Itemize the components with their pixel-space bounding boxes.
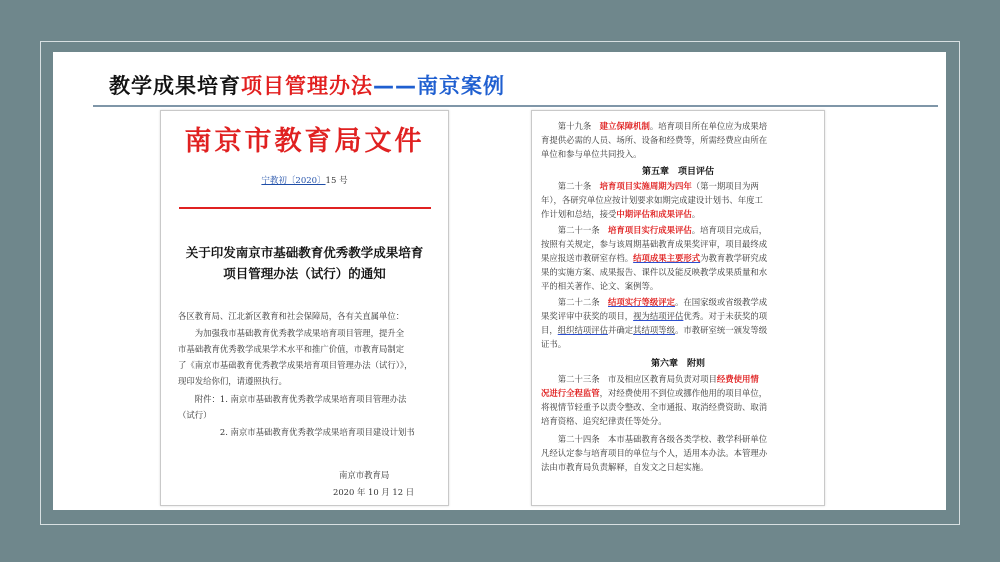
article-22-line-1: 第二十二条 结项实行等级评定。在国家级或省级教学成	[541, 297, 768, 307]
notice-title-line-1: 关于印发南京市基础教育优秀教学成果培育	[185, 245, 424, 260]
title-part-3: ——南京案例	[373, 74, 505, 98]
right-document	[531, 110, 825, 506]
body-line: 2. 南京市基础教育优秀教学成果培育项目建设计划书	[178, 427, 415, 437]
red-divider	[179, 207, 431, 209]
body-line: 附件：1. 南京市基础教育优秀教学成果培育项目管理办法	[178, 394, 407, 404]
article-21-line-2: 按照有关规定，参与该周期基础教育成果奖评审，项目最终成	[541, 239, 768, 249]
article-24-line-3: 法由市教育局负责解释，自发文之日起实施。	[541, 462, 709, 472]
article-23-line-3: 将视情节轻重予以责令整改、全市通报、取消经费资助、取消	[541, 402, 768, 412]
doc-number-suffix: 15 号	[325, 176, 348, 186]
slide-title	[109, 70, 505, 100]
article-21-line-5: 平的相关著作、论文、案例等。	[541, 281, 659, 291]
document-date: 2020 年 10 月 12 日	[333, 487, 415, 497]
article-22-line-2: 果奖评审中获奖的项目，视为结项评估优秀。对于未获奖的项	[541, 311, 768, 321]
chapter-5-heading: 第五章 项目评估	[641, 167, 714, 177]
article-19-line-3: 单位和参与单位共同投入。	[541, 149, 642, 159]
article-21-line-1: 第二十一条 培育项目实行成果评估。培育项目完成后，	[541, 225, 768, 235]
body-line: 了《南京市基础教育优秀教学成果培育项目管理办法（试行）》，	[178, 360, 413, 370]
article-23-line-2: 况进行全程监管，对经费使用不到位或挪作他用的项目单位，	[541, 388, 768, 398]
article-19-line-1: 第十九条 建立保障机制。培育项目所在单位应为成果培	[541, 121, 768, 131]
signature: 南京市教育局	[339, 470, 390, 480]
article-22-line-4: 证书。	[541, 339, 567, 349]
title-part-2: 项目管理办法	[241, 74, 373, 98]
article-19-line-2: 育提供必需的人员、场所、设备和经费等，所需经费应由所在	[541, 135, 768, 145]
title-underline	[93, 105, 938, 107]
article-20-line-2: 年），各研究单位应按计划要求如期完成建设计划书、年度工	[541, 195, 763, 205]
body-line: （试行）	[178, 410, 212, 420]
article-23-line-1: 第二十三条 市及相应区教育局负责对项目经费使用情	[541, 374, 759, 384]
body-line: 现印发给你们，请遵照执行。	[178, 376, 287, 386]
notice-title-line-2: 项目管理办法（试行）的通知	[223, 266, 386, 281]
chapter-6-heading: 第六章 附则	[650, 359, 705, 369]
article-21-line-3: 果应报送市教研室存档。结项成果主要形式为教育教学研究成	[541, 253, 768, 263]
title-part-1: 教学成果培育	[109, 74, 241, 98]
article-23-line-4: 培育资格、追究纪律责任等处分。	[541, 416, 667, 426]
document-number	[161, 174, 448, 186]
document-header: 南京市教育局文件	[184, 126, 425, 157]
doc-number-prefix: 宁教初〔2020〕	[261, 176, 326, 186]
left-document	[160, 110, 449, 506]
body-line: 为加强我市基础教育优秀教学成果培育项目管理，提升全	[178, 328, 405, 338]
article-24-line-2: 凡经认定参与培育项目的单位与个人，适用本办法。本管理办	[541, 448, 768, 458]
article-20-line-1: 第二十条 培育项目实施周期为四年（第一期项目为两	[541, 181, 759, 191]
article-21-line-4: 果的实施方案、成果报告、课件以及能反映教学成果质量和水	[541, 267, 768, 277]
body-line: 市基础教育优秀教学成果学术水平和推广价值，市教育局制定	[178, 344, 405, 354]
slide	[53, 52, 946, 510]
article-24-line-1: 第二十四条 本市基础教育各级各类学校、教学科研单位	[541, 434, 768, 444]
article-22-line-3: 目，组织结项评估并确定其结项等级。市教研室统一颁发等级	[541, 325, 768, 335]
article-20-line-3: 作计划和总结，接受中期评估和成果评估。	[541, 209, 701, 219]
body-line: 各区教育局、江北新区教育和社会保障局，各有关直属单位：	[178, 311, 405, 321]
